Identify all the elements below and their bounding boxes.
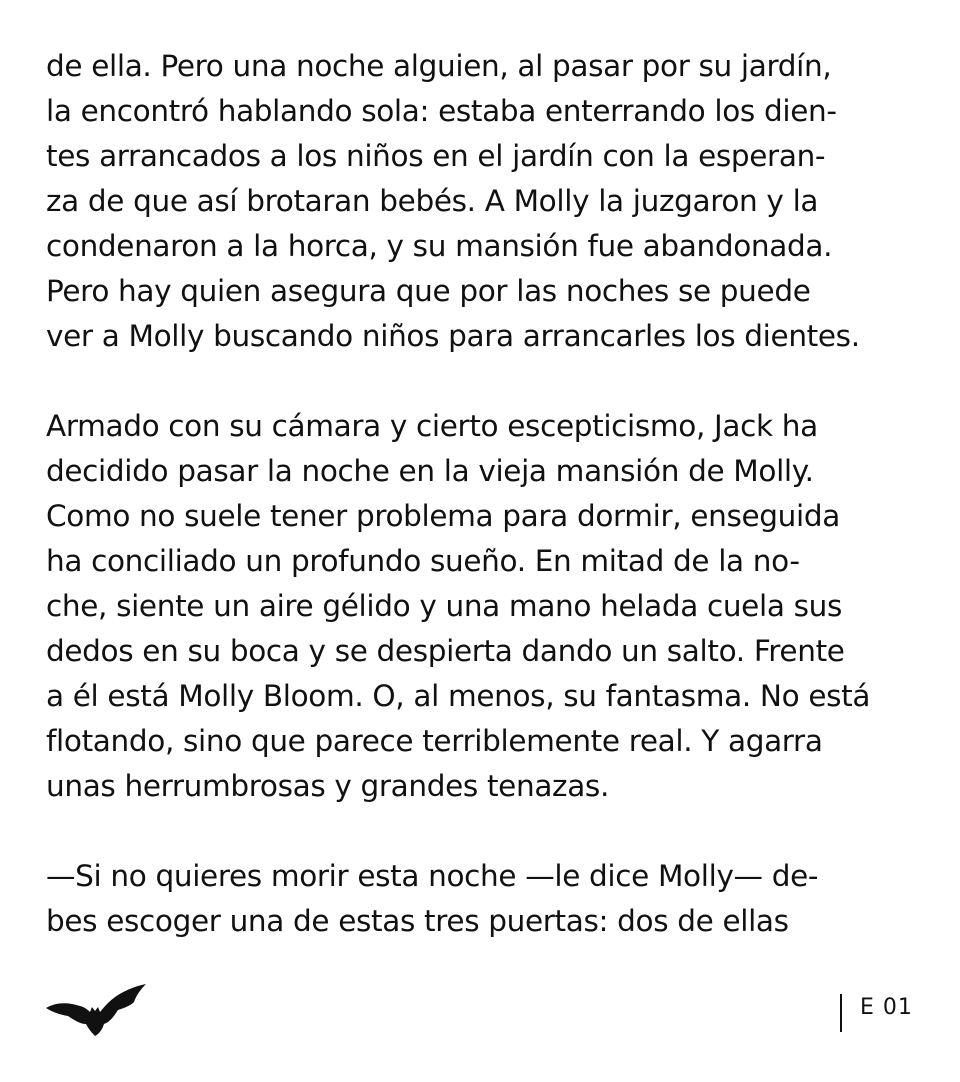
text-line: Pero hay quien asegura que por las noches se puede	[46, 274, 811, 308]
paragraph-2	[46, 404, 926, 809]
text-line: la encontró hablando sola: estaba enterrando los dien-	[46, 94, 837, 128]
paragraph-3	[46, 854, 926, 944]
text-line: a él está Molly Bloom. O, al menos, su fantasma. No está	[46, 679, 871, 713]
text-line: Como no suele tener problema para dormir, enseguida	[46, 499, 840, 533]
text-line: condenaron a la horca, y su mansión fue abandonada.	[46, 229, 833, 263]
bat-icon	[44, 984, 148, 1036]
text-line: che, siente un aire gélido y una mano helada cuela sus	[46, 589, 842, 623]
text-line: unas herrumbrosas y grandes tenazas.	[46, 769, 609, 803]
text-line: dedos en su boca y se despierta dando un salto. Frente	[46, 634, 845, 668]
text-line: za de que así brotaran bebés. A Molly la juzgaron y la	[46, 184, 819, 218]
footer-divider	[840, 994, 842, 1032]
text-line: ver a Molly buscando niños para arrancarles los dientes.	[46, 319, 860, 353]
text-line: decidido pasar la noche en la vieja mansión de Molly.	[46, 454, 814, 488]
page-code: E 01	[860, 995, 913, 1020]
paragraph-spacer	[46, 809, 926, 854]
paragraph-spacer	[46, 359, 926, 404]
text-body	[46, 44, 926, 944]
text-line: Armado con su cámara y cierto escepticismo, Jack ha	[46, 409, 818, 443]
text-line: bes escoger una de estas tres puertas: dos de ellas	[46, 904, 789, 938]
text-line: tes arrancados a los niños en el jardín con la esperan-	[46, 139, 826, 173]
paragraph-1	[46, 44, 926, 359]
text-line: —Si no quieres morir esta noche —le dice Molly— de-	[46, 859, 819, 893]
text-line: de ella. Pero una noche alguien, al pasar por su jardín,	[46, 49, 832, 83]
text-line: ha conciliado un profundo sueño. En mitad de la no-	[46, 544, 800, 578]
text-line: flotando, sino que parece terriblemente real. Y agarra	[46, 724, 823, 758]
